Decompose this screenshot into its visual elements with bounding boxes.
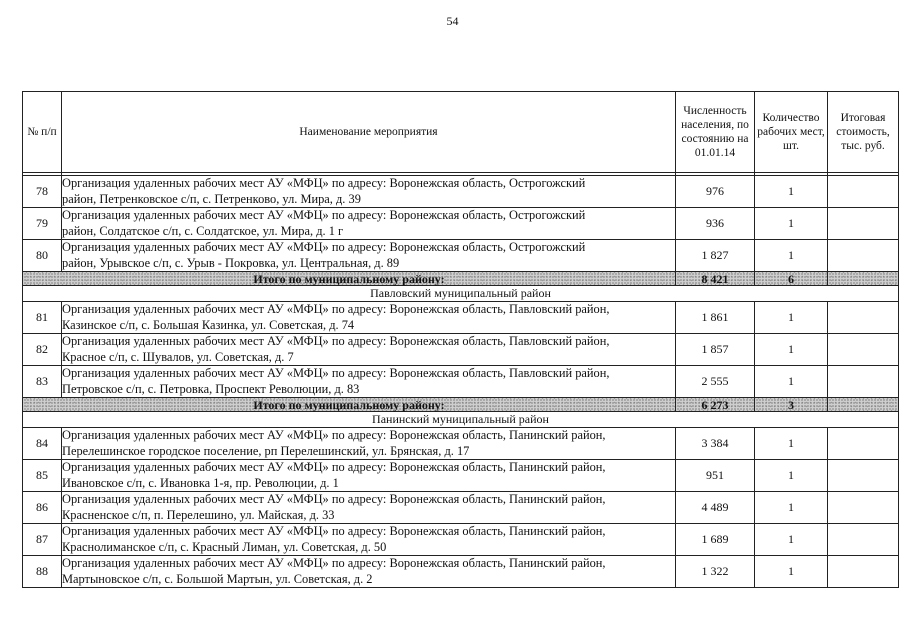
table-row bbox=[23, 428, 899, 460]
row-workplaces: 1 bbox=[755, 240, 828, 272]
row-description-line: район, Урывское с/п, с. Урыв - Покровка, ул. Центральная, д. 89 bbox=[62, 255, 400, 270]
total-cost bbox=[828, 398, 899, 412]
row-description-line: Организация удаленных рабочих мест АУ «МФЦ» по адресу: Воронежская область, Панинский район, bbox=[62, 556, 606, 570]
row-population: 951 bbox=[676, 460, 755, 492]
row-description bbox=[62, 334, 676, 366]
header-workplaces: Количество рабочих мест, шт. bbox=[755, 92, 828, 173]
row-number: 81 bbox=[23, 302, 62, 334]
row-description-line: Организация удаленных рабочих мест АУ «МФЦ» по адресу: Воронежская область, Панинский район, bbox=[62, 460, 606, 474]
row-description bbox=[62, 492, 676, 524]
row-number: 84 bbox=[23, 428, 62, 460]
total-workplaces: 3 bbox=[755, 398, 828, 412]
row-cost bbox=[828, 428, 899, 460]
table-row bbox=[23, 334, 899, 366]
total-label: Итого по муниципальному району: bbox=[23, 272, 676, 286]
table-row bbox=[23, 524, 899, 556]
table-row bbox=[23, 302, 899, 334]
page-number: 54 bbox=[446, 14, 459, 28]
row-description-line: Организация удаленных рабочих мест АУ «МФЦ» по адресу: Воронежская область, Острогожский bbox=[62, 240, 586, 254]
row-number: 87 bbox=[23, 524, 62, 556]
row-description-line: Организация удаленных рабочих мест АУ «МФЦ» по адресу: Воронежская область, Панинский район, bbox=[62, 524, 606, 538]
row-workplaces: 1 bbox=[755, 492, 828, 524]
header-population: Численность населения, по состоянию на 01.01.14 bbox=[676, 92, 755, 173]
total-row bbox=[23, 398, 899, 412]
district-row bbox=[23, 412, 899, 428]
row-description-line: Организация удаленных рабочих мест АУ «МФЦ» по адресу: Воронежская область, Острогожский bbox=[62, 208, 586, 222]
total-cost bbox=[828, 272, 899, 286]
total-workplaces: 6 bbox=[755, 272, 828, 286]
header-name: Наименование мероприятия bbox=[62, 92, 676, 173]
row-number: 83 bbox=[23, 366, 62, 398]
row-description bbox=[62, 524, 676, 556]
row-description-line: район, Петренковское с/п, с. Петренково, ул. Мира, д. 39 bbox=[62, 191, 361, 206]
row-workplaces: 1 bbox=[755, 556, 828, 588]
table-row bbox=[23, 556, 899, 588]
row-workplaces: 1 bbox=[755, 366, 828, 398]
row-workplaces: 1 bbox=[755, 302, 828, 334]
district-row bbox=[23, 286, 899, 302]
table-row bbox=[23, 240, 899, 272]
row-population: 936 bbox=[676, 208, 755, 240]
row-description-line: район, Солдатское с/п, с. Солдатское, ул. Мира, д. 1 г bbox=[62, 223, 344, 238]
row-description-line: Организация удаленных рабочих мест АУ «МФЦ» по адресу: Воронежская область, Павловский район, bbox=[62, 366, 610, 380]
row-cost bbox=[828, 176, 899, 208]
row-description-line: Краснолиманское с/п, с. Красный Лиман, ул. Советская, д. 50 bbox=[62, 539, 387, 554]
table-row bbox=[23, 176, 899, 208]
row-description bbox=[62, 208, 676, 240]
row-description bbox=[62, 302, 676, 334]
row-description-line: Красненское с/п, п. Перелешино, ул. Майская, д. 33 bbox=[62, 507, 335, 522]
row-description bbox=[62, 428, 676, 460]
table-row bbox=[23, 366, 899, 398]
row-number: 80 bbox=[23, 240, 62, 272]
row-description bbox=[62, 556, 676, 588]
row-workplaces: 1 bbox=[755, 176, 828, 208]
row-cost bbox=[828, 492, 899, 524]
total-row bbox=[23, 272, 899, 286]
row-population: 1 689 bbox=[676, 524, 755, 556]
row-population: 976 bbox=[676, 176, 755, 208]
row-population: 2 555 bbox=[676, 366, 755, 398]
row-workplaces: 1 bbox=[755, 428, 828, 460]
total-label: Итого по муниципальному району: bbox=[23, 398, 676, 412]
row-description-line: Ивановское с/п, с. Ивановка 1-я, пр. Революции, д. 1 bbox=[62, 475, 339, 490]
events-table bbox=[22, 91, 899, 588]
header-cost: Итоговая стоимость, тыс. руб. bbox=[828, 92, 899, 173]
row-population: 4 489 bbox=[676, 492, 755, 524]
row-description-line: Организация удаленных рабочих мест АУ «МФЦ» по адресу: Воронежская область, Павловский район, bbox=[62, 334, 610, 348]
row-workplaces: 1 bbox=[755, 208, 828, 240]
row-population: 1 827 bbox=[676, 240, 755, 272]
row-number: 82 bbox=[23, 334, 62, 366]
row-description-line: Казинское с/п, с. Большая Казинка, ул. Советская, д. 74 bbox=[62, 317, 355, 332]
row-cost bbox=[828, 334, 899, 366]
header-num: № п/п bbox=[23, 92, 62, 173]
row-number: 86 bbox=[23, 492, 62, 524]
district-title: Павловский муниципальный район bbox=[23, 286, 899, 302]
row-description bbox=[62, 366, 676, 398]
row-cost bbox=[828, 556, 899, 588]
table-row bbox=[23, 460, 899, 492]
row-workplaces: 1 bbox=[755, 460, 828, 492]
row-number: 79 bbox=[23, 208, 62, 240]
district-title: Панинский муниципальный район bbox=[23, 412, 899, 428]
row-description bbox=[62, 176, 676, 208]
row-description-line: Организация удаленных рабочих мест АУ «МФЦ» по адресу: Воронежская область, Панинский район, bbox=[62, 492, 606, 506]
row-description-line: Красное с/п, с. Шувалов, ул. Советская, д. 7 bbox=[62, 349, 294, 364]
row-population: 1 861 bbox=[676, 302, 755, 334]
row-cost bbox=[828, 366, 899, 398]
row-description-line: Перелешинское городское поселение, рп Перелешинский, ул. Брянская, д. 17 bbox=[62, 443, 470, 458]
row-description-line: Мартыновское с/п, с. Большой Мартын, ул. Советская, д. 2 bbox=[62, 571, 373, 586]
table-row bbox=[23, 208, 899, 240]
table-row bbox=[23, 492, 899, 524]
row-workplaces: 1 bbox=[755, 334, 828, 366]
row-description-line: Организация удаленных рабочих мест АУ «МФЦ» по адресу: Воронежская область, Панинский район, bbox=[62, 428, 606, 442]
row-number: 78 bbox=[23, 176, 62, 208]
total-population: 6 273 bbox=[676, 398, 755, 412]
row-number: 85 bbox=[23, 460, 62, 492]
row-population: 3 384 bbox=[676, 428, 755, 460]
row-description-line: Организация удаленных рабочих мест АУ «МФЦ» по адресу: Воронежская область, Павловский район, bbox=[62, 302, 610, 316]
row-description-line: Организация удаленных рабочих мест АУ «МФЦ» по адресу: Воронежская область, Острогожский bbox=[62, 176, 586, 190]
row-description bbox=[62, 240, 676, 272]
row-population: 1 322 bbox=[676, 556, 755, 588]
row-population: 1 857 bbox=[676, 334, 755, 366]
row-description bbox=[62, 460, 676, 492]
table-header-row bbox=[23, 92, 899, 173]
row-workplaces: 1 bbox=[755, 524, 828, 556]
row-cost bbox=[828, 208, 899, 240]
row-number: 88 bbox=[23, 556, 62, 588]
row-cost bbox=[828, 524, 899, 556]
row-cost bbox=[828, 302, 899, 334]
row-cost bbox=[828, 240, 899, 272]
row-cost bbox=[828, 460, 899, 492]
total-population: 8 421 bbox=[676, 272, 755, 286]
row-description-line: Петровское с/п, с. Петровка, Проспект Революции, д. 83 bbox=[62, 381, 360, 396]
